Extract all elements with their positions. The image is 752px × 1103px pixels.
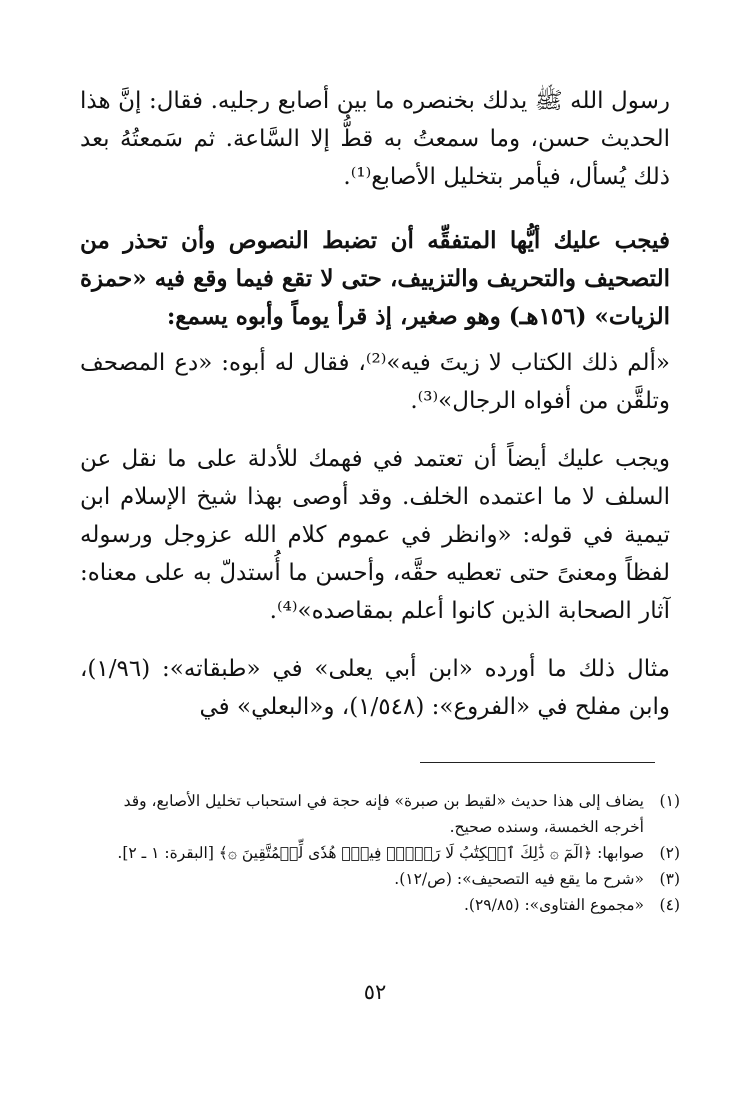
footnote xyxy=(80,840,680,866)
footnote-number: (٢) xyxy=(659,844,680,862)
page-number: ٥٢ xyxy=(363,980,387,1004)
footnote-separator xyxy=(420,762,655,763)
footnote-number: (١) xyxy=(659,792,680,810)
paragraph-salaf-understanding xyxy=(80,440,670,630)
paragraph-warning-tashif xyxy=(80,222,670,336)
footnote xyxy=(80,866,680,892)
footnotes xyxy=(80,788,680,918)
paragraph-hadith-end xyxy=(80,82,670,196)
footnote-text: صوابها: ﴿الٓمٓ ۞ ذَٰلِكَ ٱلۡكِتَٰبُ لَا رَيۡبَۛ فِيهِۛ هُدٗى لِّلۡمُتَّقِينَ ۞﴾ [البقرة: ١ ـ ٢]. xyxy=(117,844,644,862)
footnote xyxy=(80,892,680,918)
paragraph-text: ويجب عليك أيضاً أن تعتمد في فهمك للأدلة على ما نقل عن السلف لا ما اعتمده الخلف. وقد أوصى بهذا شيخ الإسلام ابن تيمية في قوله: «وانظر في عموم كلام الله عزوجل ورسوله لفظاً ومعنىً حتى تعطيه حقَّه، وأحسن ما أُستدلّ به على معناه: آثار الصحابة الذين كانوا أعلم بمقاصده»⁽⁴⁾. xyxy=(80,446,670,624)
footnote xyxy=(80,788,680,840)
paragraph-text: فيجب عليك أيُّها المتفقِّه أن تضبط النصوص وأن تحذر من التصحيف والتحريف والتزييف، حتى لا تقع فيما وقع فيه «حمزة الزيات» (١٥٦هـ) وهو صغير، إذ قرأ يوماً وأبوه يسمع: xyxy=(80,227,670,330)
paragraph-quote-hamza xyxy=(80,344,670,420)
footnote-number: (٤) xyxy=(659,896,680,914)
footnote-text: «مجموع الفتاوى»: (٢٩/٨٥). xyxy=(463,896,644,914)
paragraph-example xyxy=(80,650,670,726)
footnote-text: يضاف إلى هذا حديث «لقيط بن صبرة» فإنه حجة في استحباب تخليل الأصابع، وقد أخرجه الخمسة، وسنده صحيح. xyxy=(123,792,644,836)
paragraph-text: «ألم ذلك الكتاب لا زيتَ فيه»⁽²⁾، فقال له أبوه: «دع المصحف وتلقَّن من أفواه الرجال»⁽³⁾. xyxy=(80,350,670,414)
paragraph-text: مثال ذلك ما أورده «ابن أبي يعلى» في «طبقاته»: (١/٩٦)، وابن مفلح في «الفروع»: (١/٥٤٨)، و«البعلي» في xyxy=(80,656,670,720)
footnote-number: (٣) xyxy=(659,870,680,888)
paragraph-text: رسول الله ﷺ يدلك بخنصره ما بين أصابع رجليه. فقال: إنَّ هذا الحديث حسن، وما سمعتُ به قطُّ إلا السَّاعة. ثم سَمعتُهُ بعد ذلك يُسأل، فيأمر بتخليل الأصابع⁽¹⁾. xyxy=(80,88,670,190)
footnote-text: «شرح ما يقع فيه التصحيف»: (ص/١٢). xyxy=(394,870,644,888)
